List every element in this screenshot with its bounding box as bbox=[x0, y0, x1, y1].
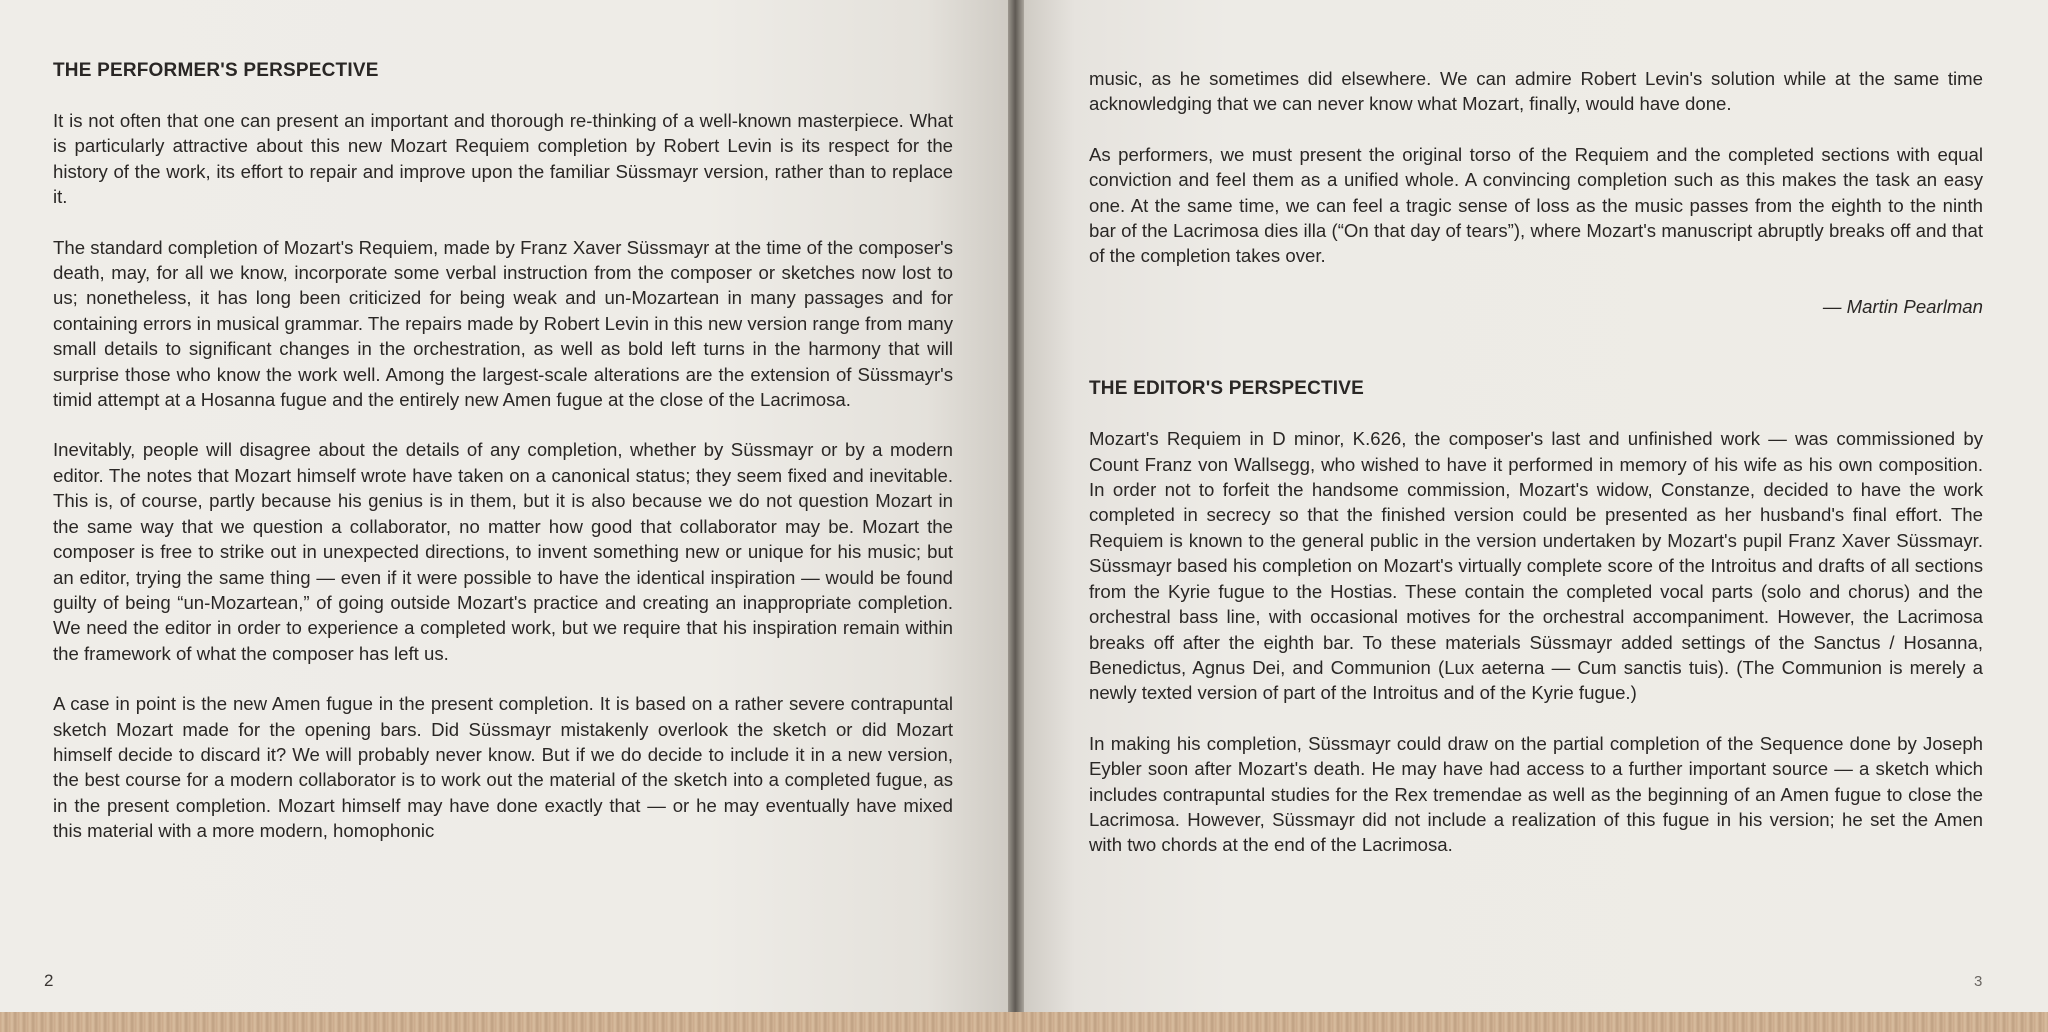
table-surface bbox=[0, 1012, 2048, 1032]
editors-perspective-heading: THE EDITOR'S PERSPECTIVE bbox=[1089, 378, 1365, 400]
right-performers-paragraph: As performers, we must present the original torso of the Requiem and the completed sections with equal conviction and feel them as a unified whole. A convincing completion such as this makes the task an easy one. At the same time, we can feel a tragic sense of loss as the music passes from the eighth to the ninth bar of the Lacrimosa dies illa (“On that day of tears”), where Mozart's manuscript abruptly breaks off and that of the completion takes over. bbox=[1089, 143, 1983, 267]
editor-paragraph-1: Mozart's Requiem in D minor, K.626, the composer's last and unfinished work — was commissioned by Count Franz von Wallsegg, who wished to have it performed in memory of his wife as his own composition. In order not to forfeit the handsome commission, Mozart's widow, Constanze, decided to have the work completed in secrecy so that the finished version could be presented as her husband's final effort. The Requiem is known to the general public in the version undertaken by Mozart's pupil Franz Xaver Süssmayr. Süssmayr based his completion on Mozart's virtually complete score of the Introitus and drafts of all sections from the Kyrie fugue to the Hostias. These contain the completed vocal parts (solo and chorus) and the orchestral bass line, with occasional motives for the orchestral accompaniment. However, the Lacrimosa breaks off after the eighth bar. To these materials Süssmayr added settings of the Sanctus / Hosanna, Benedictus, Agnus Dei, and Communion (Lux aeterna — Cum sanctis tuis). (The Communion is merely a newly texted version of part of the Introitus and of the Kyrie fugue.) bbox=[1089, 428, 1983, 704]
right-page bbox=[1024, 0, 2048, 1014]
left-paragraph-3: Inevitably, people will disagree about the details of any completion, whether by Süssmayr or by a modern editor. The notes that Mozart himself wrote have taken on a canonical status; they seem fixed and inevitable. This is, of course, partly because his genius is in them, but it is also because we do not question Mozart in the same way that we question a collaborator, no matter how good that collaborator may be. Mozart the composer is free to strike out in unexpected directions, to invent something new or unique for his music; but an editor, trying the same thing — even if it were possible to have the identical inspiration — would be found guilty of being “un-Mozartean,” of going outside Mozart's practice and creating an inappropriate completion. We need the editor in order to experience a completed work, but we require that his inspiration remain within the framework of what the composer has left us. bbox=[53, 439, 953, 664]
book-gutter bbox=[1008, 0, 1024, 1014]
left-page-text bbox=[53, 60, 953, 869]
left-paragraph-2: The standard completion of Mozart's Requiem, made by Franz Xaver Süssmayr at the time of the composer's death, may, for all we know, incorporate some verbal instruction from the composer or sketches now lost to us; nonetheless, it has long been criticized for being weak and un-Mozartean in many passages and for containing errors in musical grammar. The repairs made by Robert Levin in this new version range from many small details to significant changes in the orchestration, as well as bold left turns in the harmony that will surprise those who know the work well. Among the largest-scale alterations are the extension of Süssmayr's timid attempt at a Hosanna fugue and the entirely new Amen fugue at the close of the Lacrimosa. bbox=[53, 236, 953, 411]
editor-paragraph-2: In making his completion, Süssmayr could draw on the partial completion of the Sequence done by Joseph Eybler soon after Mozart's death. He may have had access to a further important source — a sketch which includes contrapuntal studies for the Rex tremendae as well as the beginning of an Amen fugue to close the Lacrimosa. However, Süssmayr did not include a realization of this fugue in his version; he set the Amen with two chords at the end of the Lacrimosa. bbox=[1089, 732, 1983, 856]
performers-perspective-heading: THE PERFORMER'S PERSPECTIVE bbox=[53, 60, 379, 81]
page-number-left: 2 bbox=[44, 971, 54, 990]
page-number-right: 3 bbox=[1974, 973, 1983, 990]
right-page-text bbox=[1089, 66, 1983, 883]
left-paragraph-4: A case in point is the new Amen fugue in the present completion. It is based on a rather severe contrapuntal sketch Mozart made for the opening bars. Did Süssmayr mistakenly overlook the sketch or did Mozart himself decide to discard it? We will probably never know. But if we do decide to include it in a new version, the best course for a modern collaborator is to work out the material of the sketch into a completed fugue, as in the present completion. Mozart himself may have done exactly that — or he may eventually have mixed this material with a more modern, homophonic bbox=[53, 693, 953, 842]
left-paragraph-1: It is not often that one can present an important and thorough re-thinking of a well-known masterpiece. What is particularly attractive about this new Mozart Requiem completion by Robert Levin is its respect for the history of the work, its effort to repair and improve upon the familiar Süssmayr version, rather than to replace it. bbox=[53, 110, 953, 208]
left-page bbox=[0, 0, 1008, 1014]
right-continuation-paragraph: music, as he sometimes did elsewhere. We can admire Robert Levin's solution while at the same time acknowledging that we can never know what Mozart, finally, would have done. bbox=[1089, 68, 1983, 115]
author-signature: — Martin Pearlman bbox=[1822, 295, 1983, 317]
